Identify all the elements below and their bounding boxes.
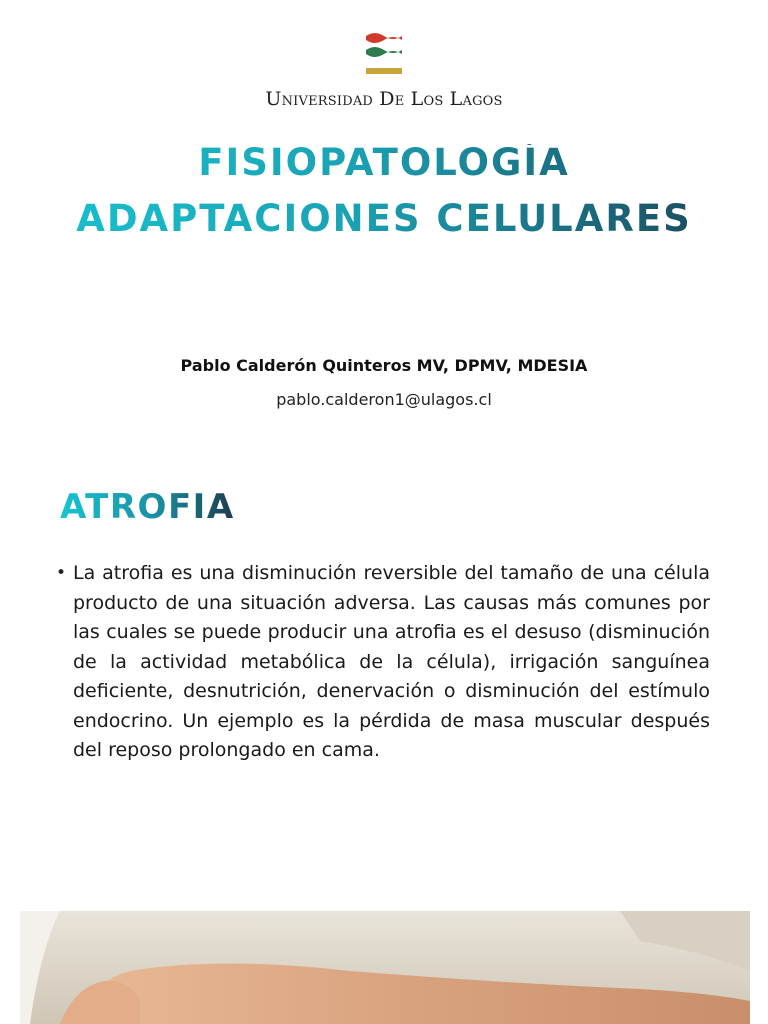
bullet-item	[56, 559, 710, 766]
university-name: Universidad De Los Lagos	[265, 88, 503, 110]
section-heading: ATROFIA	[60, 487, 235, 527]
title-line-1: FISIOPATOLOGÍA	[0, 144, 768, 181]
university-logo-icon	[364, 28, 404, 78]
author-name: Pablo Calderón Quinteros MV, DPMV, MDESIA	[180, 356, 588, 375]
bullet-dot-icon: •	[56, 563, 67, 583]
bullet-paragraph: La atrofia es una disminución reversible del tamaño de una célula producto de una situación adversa. Las causas más comunes por las cuales se puede producir una atrofia es el desuso (disminución de la actividad metabólica de la célula), irrigación sanguínea deficiente, desnutrición, denervación o disminución del estímulo endocrino. Un ejemplo es la pérdida de masa muscular después del reposo prolongado en cama.	[73, 562, 710, 761]
leg-photo-image	[20, 911, 750, 1024]
title-line-2: ADAPTACIONES CELULARES	[0, 200, 768, 237]
author-email: pablo.calderon1@ulagos.cl	[276, 390, 492, 409]
university-logo	[0, 28, 768, 110]
